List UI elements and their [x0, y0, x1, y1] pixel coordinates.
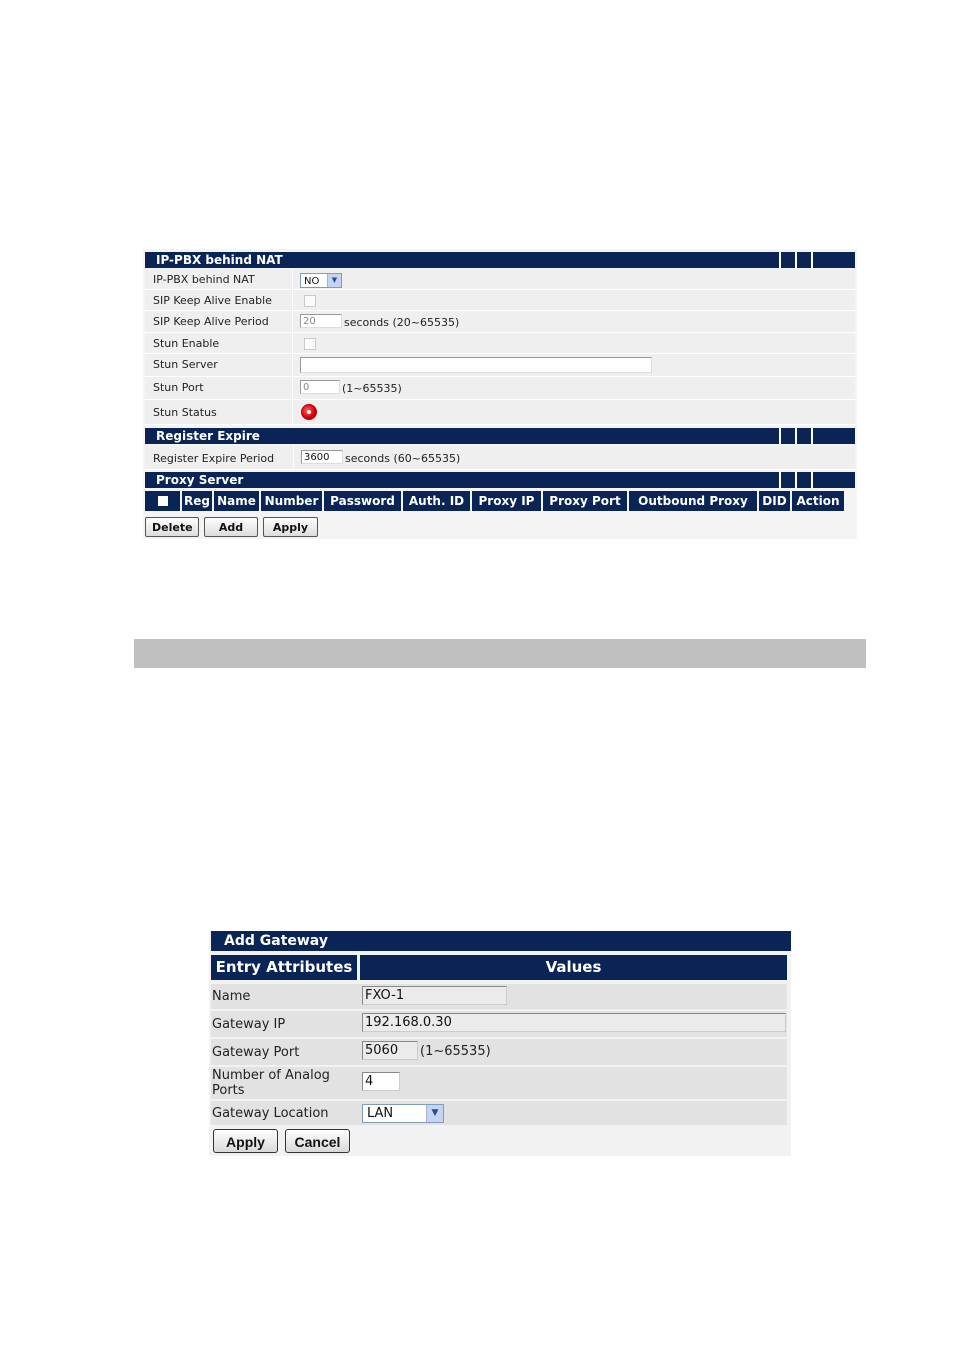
- section-header-nat: [145, 252, 855, 268]
- gateway-ip-label: Gateway IP: [212, 1017, 286, 1032]
- stun-server-input[interactable]: [300, 357, 652, 373]
- add-button[interactable]: Add: [204, 517, 258, 537]
- behind-nat-select[interactable]: [300, 273, 342, 288]
- row-gateway-location: [211, 1101, 787, 1125]
- add-gateway-title: Add Gateway: [211, 931, 791, 951]
- gateway-port-input[interactable]: 5060: [362, 1041, 418, 1060]
- row-stun-server: [145, 354, 855, 377]
- row-register-expire-period: [145, 446, 855, 470]
- section-header-proxy-server: [145, 472, 855, 488]
- proxy-table-header: [145, 491, 855, 511]
- stun-server-label: Stun Server: [153, 358, 218, 371]
- row-gateway-ip: [211, 1011, 787, 1037]
- stun-status-icon: [301, 404, 317, 420]
- keep-alive-period-input[interactable]: 20: [300, 314, 342, 328]
- register-expire-period-label: Register Expire Period: [153, 452, 275, 465]
- chevron-down-icon[interactable]: ▼: [327, 274, 341, 287]
- stun-port-input[interactable]: 0: [300, 380, 340, 394]
- section-header-register-expire: [145, 428, 855, 444]
- row-stun-status: [145, 400, 855, 425]
- stun-status-label: Stun Status: [153, 406, 217, 419]
- row-stun-port: [145, 377, 855, 400]
- divider-band: [134, 639, 866, 668]
- apply-button[interactable]: Apply: [263, 517, 318, 537]
- col-header-values: Values: [360, 955, 787, 980]
- add-gateway-panel: [209, 931, 791, 1156]
- gateway-apply-button[interactable]: Apply: [213, 1129, 278, 1153]
- behind-nat-label: IP-PBX behind NAT: [153, 273, 255, 286]
- col-header-entry-attributes: Entry Attributes: [211, 955, 357, 980]
- analog-ports-label-line1: Number of Analog: [212, 1068, 330, 1083]
- delete-button[interactable]: Delete: [145, 517, 199, 537]
- section-title-proxy-server: Proxy Server: [156, 473, 244, 487]
- row-gateway-port: [211, 1039, 787, 1065]
- col-header-name: Name: [214, 491, 259, 511]
- keep-alive-enable-checkbox[interactable]: [304, 295, 316, 307]
- row-keep-alive-period: [145, 311, 855, 333]
- section-title-register-expire: Register Expire: [156, 429, 260, 443]
- col-header-did: DID: [759, 491, 790, 511]
- gateway-port-label: Gateway Port: [212, 1045, 300, 1060]
- col-header-action: Action: [792, 491, 844, 511]
- gateway-cancel-button[interactable]: Cancel: [285, 1129, 350, 1153]
- stun-enable-label: Stun Enable: [153, 337, 220, 350]
- col-header-proxy-ip: Proxy IP: [472, 491, 541, 511]
- register-expire-period-hint: seconds (60~65535): [345, 452, 461, 465]
- keep-alive-period-hint: seconds (20~65535): [344, 316, 460, 329]
- gateway-name-label: Name: [212, 989, 251, 1004]
- section-title-nat: IP-PBX behind NAT: [156, 253, 283, 267]
- stun-enable-checkbox[interactable]: [304, 338, 316, 350]
- gateway-port-hint: (1~65535): [420, 1044, 491, 1059]
- chevron-down-icon[interactable]: ▼: [426, 1105, 443, 1122]
- col-header-auth-id: Auth. ID: [403, 491, 470, 511]
- keep-alive-period-label: SIP Keep Alive Period: [153, 315, 269, 328]
- row-analog-ports: [211, 1067, 787, 1099]
- gateway-ip-input[interactable]: 192.168.0.30: [362, 1013, 786, 1032]
- behind-nat-value: NO: [304, 276, 320, 287]
- stun-port-label: Stun Port: [153, 381, 204, 394]
- row-stun-enable: [145, 333, 855, 354]
- gateway-location-value: LAN: [367, 1106, 394, 1121]
- col-header-proxy-port: Proxy Port: [543, 491, 627, 511]
- keep-alive-enable-label: SIP Keep Alive Enable: [153, 294, 272, 307]
- gateway-location-label: Gateway Location: [212, 1106, 329, 1121]
- col-header-outbound-proxy: Outbound Proxy: [629, 491, 757, 511]
- analog-ports-input[interactable]: 4: [362, 1072, 400, 1091]
- nat-settings-panel: [143, 249, 857, 539]
- row-gateway-name: [211, 984, 787, 1009]
- gateway-name-input[interactable]: FXO-1: [362, 986, 507, 1005]
- gateway-location-select[interactable]: [362, 1104, 444, 1123]
- stun-port-hint: (1~65535): [342, 382, 402, 395]
- select-all-checkbox[interactable]: [145, 491, 180, 511]
- row-behind-nat: [145, 269, 855, 290]
- col-header-number: Number: [261, 491, 322, 511]
- row-keep-alive-enable: [145, 290, 855, 311]
- col-header-password: Password: [324, 491, 401, 511]
- col-header-reg: Reg: [182, 491, 212, 511]
- register-expire-period-input[interactable]: 3600: [301, 450, 343, 464]
- analog-ports-label-line2: Ports: [212, 1083, 245, 1098]
